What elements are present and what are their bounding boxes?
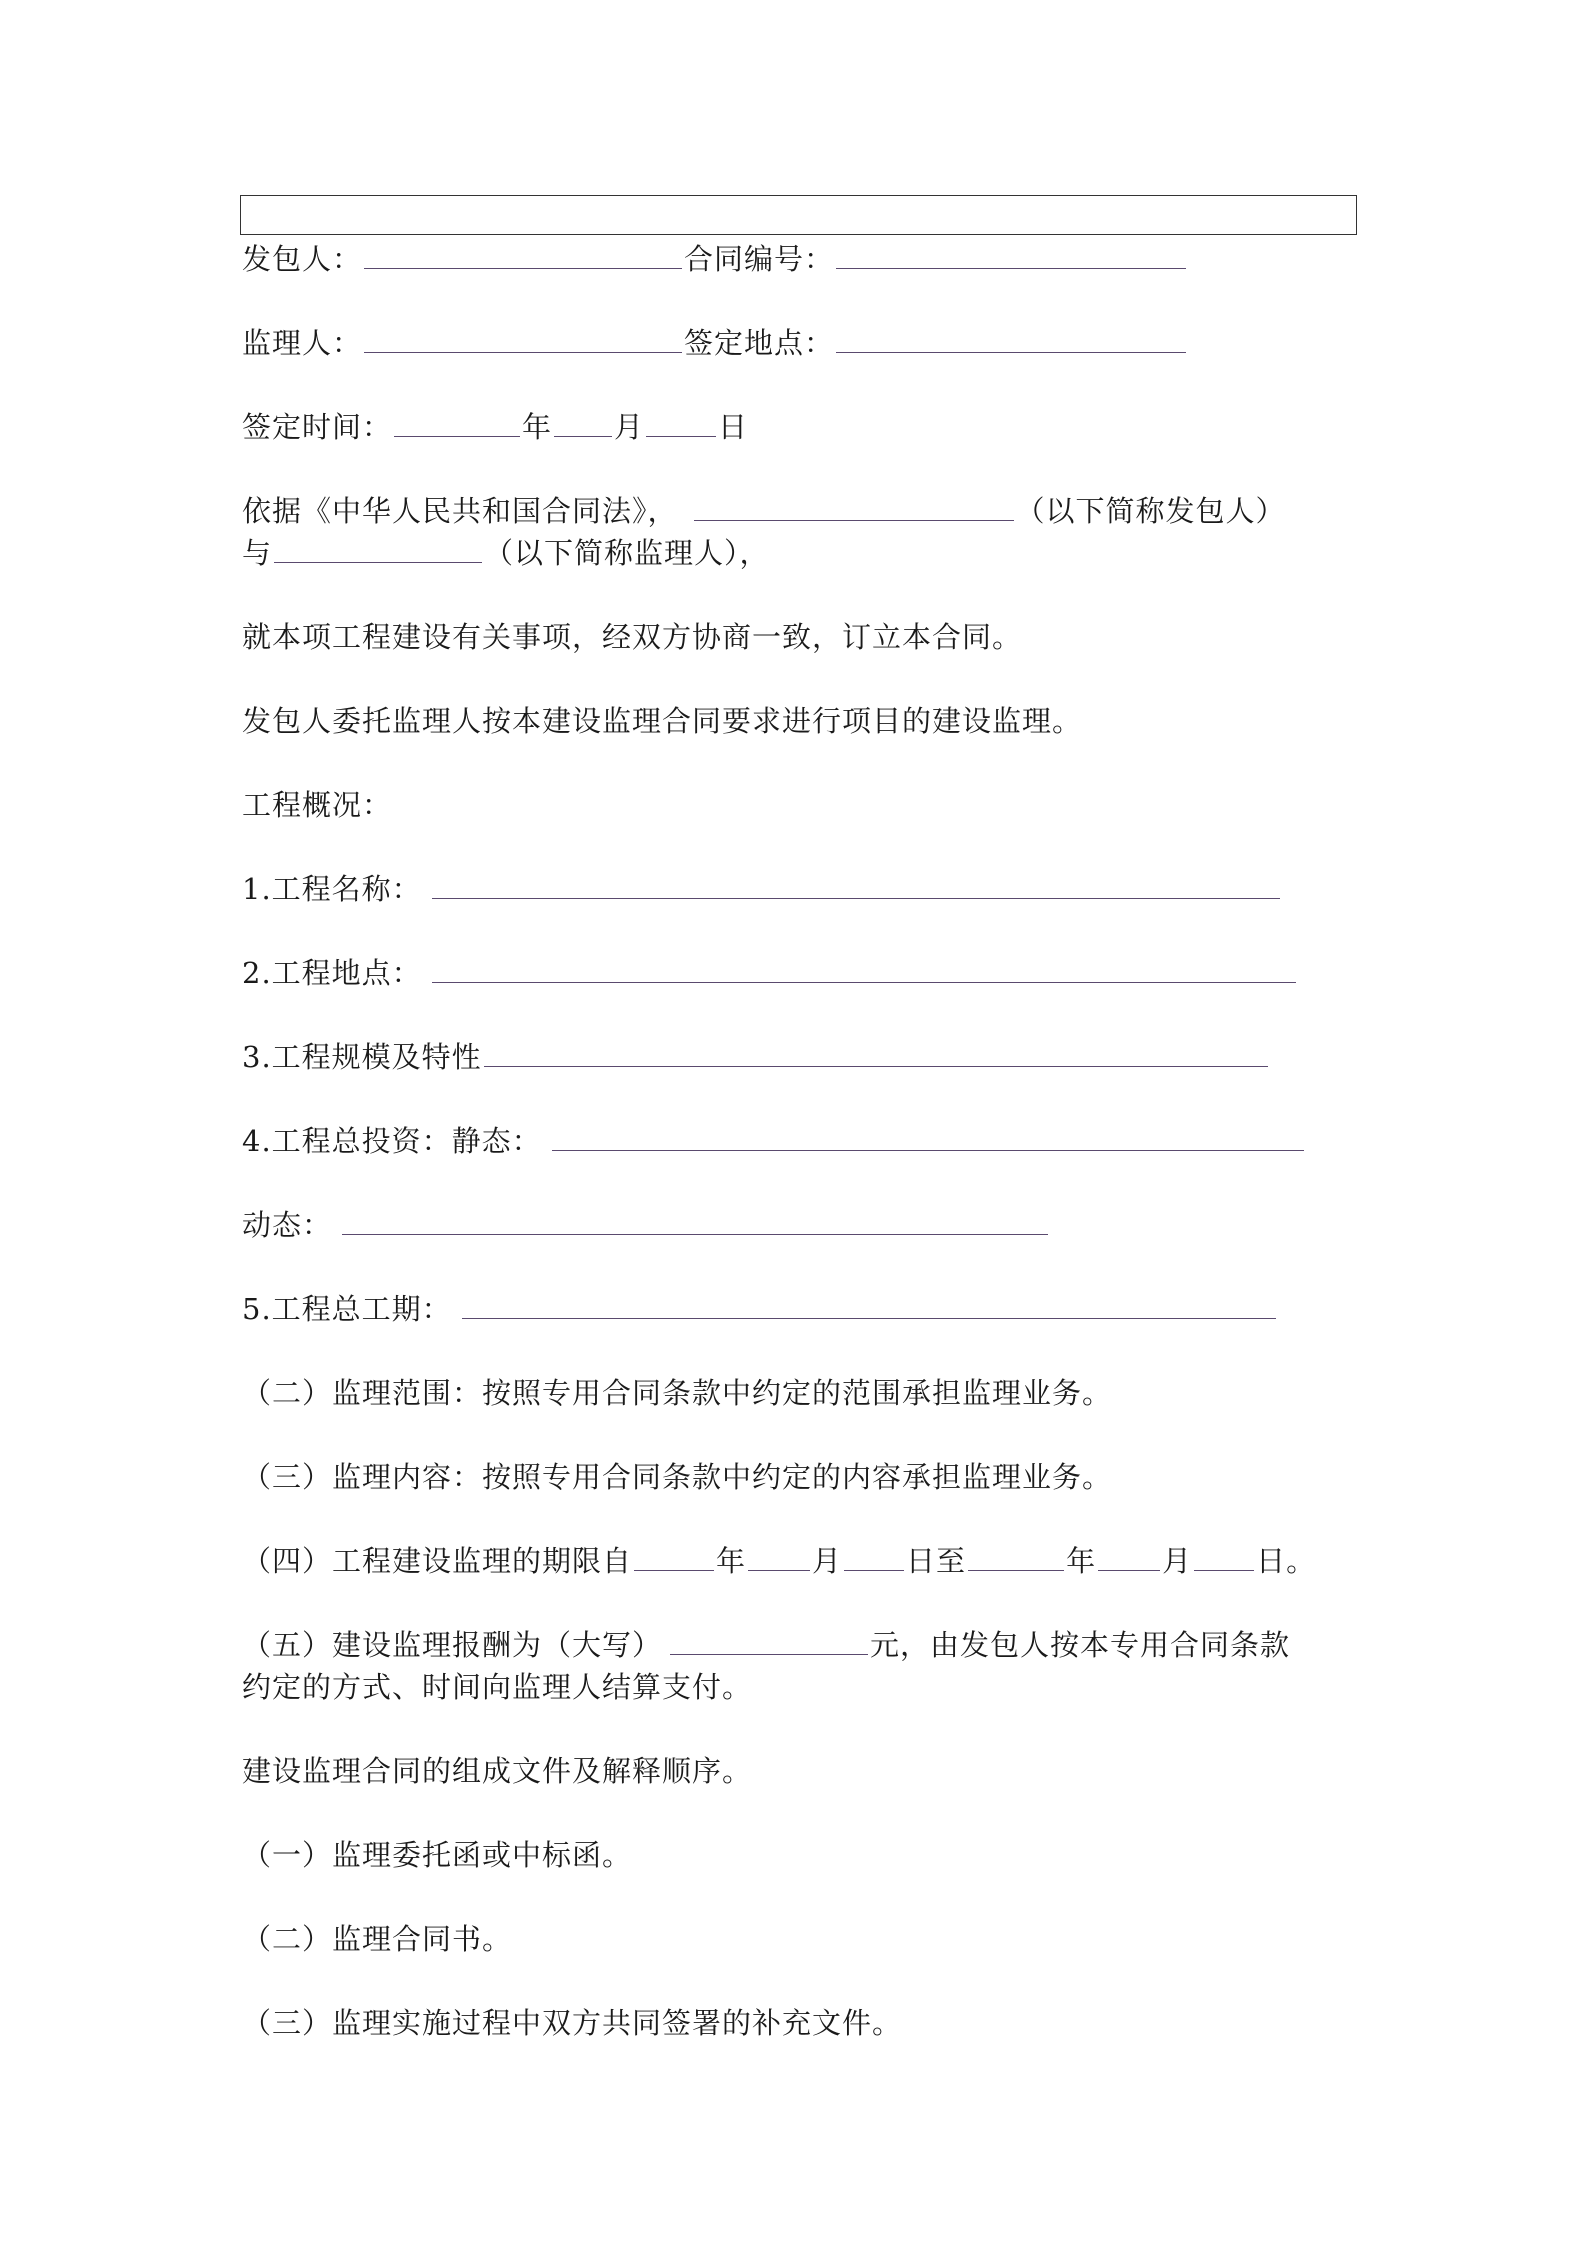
total-duration-blank	[462, 1288, 1276, 1319]
period-end-day-blank	[1194, 1540, 1254, 1571]
document-item-1: （一）监理委托函或中标函。	[242, 1838, 633, 1872]
period-end-month-blank	[1098, 1540, 1160, 1571]
supervisor-name-blank	[274, 532, 482, 563]
investment-dynamic-label: 动态：	[242, 1208, 333, 1242]
contract-no-label: 合同编号：	[684, 242, 835, 276]
intro-line-1	[242, 490, 1286, 532]
month-label: 月	[614, 410, 645, 444]
period-label: （四）工程建设监理的期限自	[242, 1544, 633, 1578]
overview-item-5	[242, 1288, 1278, 1330]
employer-name-blank	[694, 490, 1014, 521]
fee-label-b: 元，由发包人按本专用合同条款	[870, 1628, 1291, 1662]
supervisor-row	[242, 322, 1188, 364]
title-box	[240, 195, 1357, 235]
investment-static-label: 4.工程总投资：静态：	[242, 1124, 542, 1158]
supervisor-label: 监理人：	[242, 326, 363, 360]
period-start-month-blank	[748, 1540, 810, 1571]
document-item-2: （二）监理合同书。	[242, 1922, 513, 1956]
intro-para-1: 就本项工程建设有关事项，经双方协商一致，订立本合同。	[242, 620, 1023, 654]
sign-time-label: 签定时间：	[242, 410, 393, 444]
overview-item-2	[242, 952, 1298, 994]
intro-line1-b: （以下简称发包人）	[1015, 494, 1286, 528]
year-label: 年	[522, 410, 553, 444]
clause-fee-line-1	[242, 1624, 1290, 1666]
period-month2-label: 月	[1162, 1544, 1193, 1578]
year-blank	[394, 406, 520, 437]
total-duration-label: 5.工程总工期：	[242, 1292, 452, 1326]
investment-dynamic-blank	[342, 1204, 1048, 1235]
project-location-label: 2.工程地点：	[242, 956, 422, 990]
clause-period	[242, 1540, 1316, 1582]
project-name-blank	[432, 868, 1280, 899]
project-location-blank	[432, 952, 1296, 983]
intro-para-2: 发包人委托监理人按本建设监理合同要求进行项目的建设监理。	[242, 704, 1083, 738]
period-start-year-blank	[634, 1540, 714, 1571]
period-end-label: 日。	[1256, 1544, 1317, 1578]
overview-item-1	[242, 868, 1282, 910]
contract-no-blank	[836, 238, 1186, 269]
clause-fee-line-2: 约定的方式、时间向监理人结算支付。	[242, 1670, 753, 1704]
period-year-label: 年	[716, 1544, 747, 1578]
day-blank	[646, 406, 716, 437]
intro-line1-a: 依据《中华人民共和国合同法》，	[242, 494, 678, 528]
documents-heading: 建设监理合同的组成文件及解释顺序。	[242, 1754, 753, 1788]
project-scale-label: 3.工程规模及特性	[242, 1040, 482, 1074]
day-label: 日	[718, 410, 749, 444]
project-scale-blank	[484, 1036, 1268, 1067]
clause-scope: （二）监理范围：按照专用合同条款中约定的范围承担监理业务。	[242, 1376, 1113, 1410]
period-start-day-blank	[844, 1540, 904, 1571]
sign-place-label: 签定地点：	[684, 326, 835, 360]
overview-item-4	[242, 1120, 1306, 1162]
investment-static-blank	[552, 1120, 1304, 1151]
overview-dynamic	[242, 1204, 1050, 1246]
supervisor-blank	[364, 322, 682, 353]
period-month-label: 月	[812, 1544, 843, 1578]
intro-line-2	[242, 532, 770, 574]
intro-line2-b: （以下简称监理人），	[484, 536, 770, 570]
clause-content: （三）监理内容：按照专用合同条款中约定的内容承担监理业务。	[242, 1460, 1113, 1494]
employer-row	[242, 238, 1188, 280]
period-year2-label: 年	[1066, 1544, 1097, 1578]
intro-line2-a: 与	[242, 536, 273, 570]
employer-label: 发包人：	[242, 242, 363, 276]
fee-amount-blank	[670, 1624, 868, 1655]
period-end-year-blank	[968, 1540, 1064, 1571]
overview-item-3	[242, 1036, 1270, 1078]
employer-blank	[364, 238, 682, 269]
project-name-label: 1.工程名称：	[242, 872, 422, 906]
sign-place-blank	[836, 322, 1186, 353]
fee-label: （五）建设监理报酬为（大写）	[242, 1628, 663, 1662]
period-day-to-label: 日至	[906, 1544, 967, 1578]
month-blank	[554, 406, 612, 437]
overview-heading: 工程概况：	[242, 788, 393, 822]
document-item-3: （三）监理实施过程中双方共同签署的补充文件。	[242, 2006, 903, 2040]
sign-time-row	[242, 406, 748, 448]
